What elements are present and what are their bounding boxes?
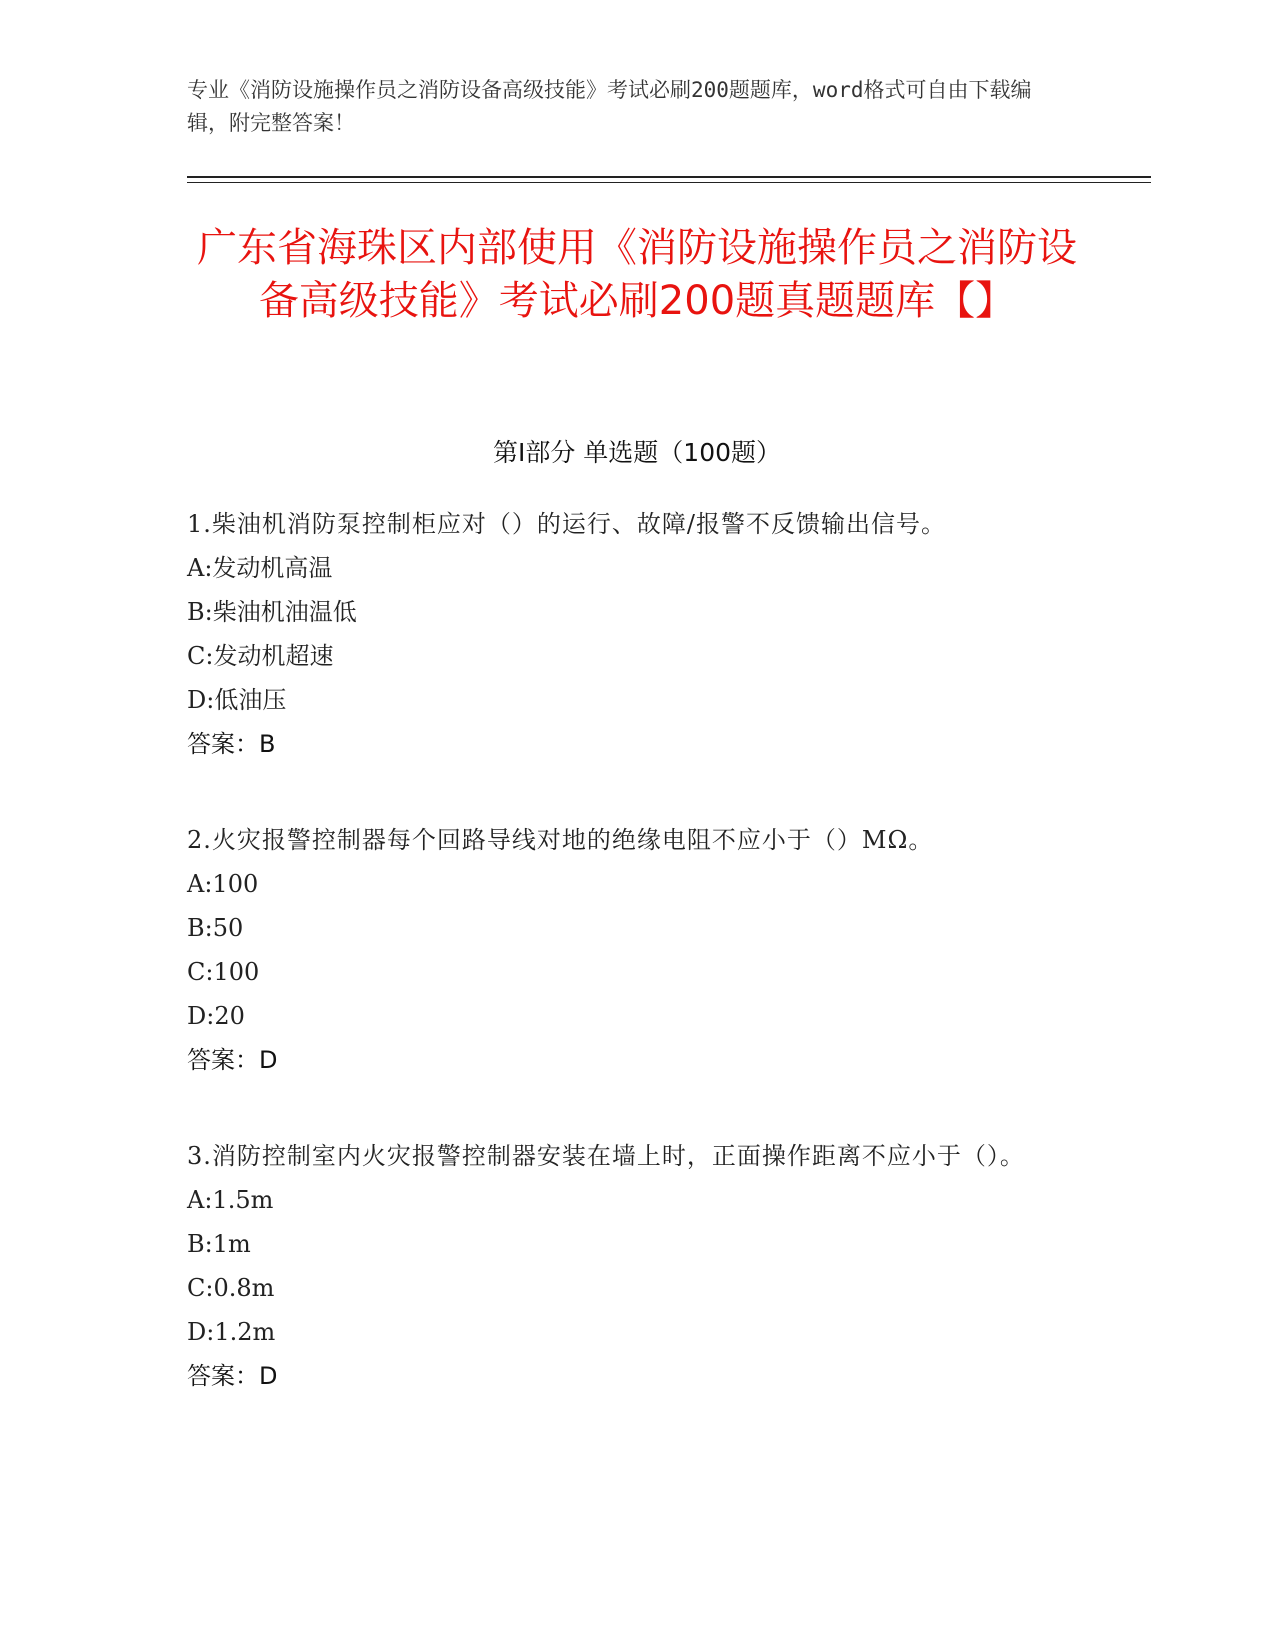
- question-2: [187, 818, 1067, 1082]
- option-c: C:0.8m: [187, 1274, 275, 1302]
- question-3: [187, 1134, 1067, 1398]
- header-note: 专业《消防设施操作员之消防设备高级技能》考试必刷200题题库，word格式可自由下载编辑，附完整答案！: [187, 78, 1032, 135]
- header-divider-thin: [187, 182, 1151, 183]
- option-c: C:发动机超速: [187, 642, 334, 670]
- option-d: D:低油压: [187, 686, 287, 714]
- document-title: 广东省海珠区内部使用《消防设施操作员之消防设备高级技能》考试必刷200题真题题库【】: [197, 225, 1077, 324]
- question-text: 1.柴油机消防泵控制柜应对（）的运行、故障/报警不反馈输出信号。: [187, 510, 946, 538]
- option-c: C:100: [187, 958, 260, 986]
- option-d: D:20: [187, 1002, 245, 1030]
- option-a: A:1.5m: [187, 1186, 274, 1214]
- option-b: B:50: [187, 914, 244, 942]
- question-1: [187, 502, 1067, 766]
- answer: 答案：B: [187, 730, 276, 758]
- header-divider-thick: [187, 176, 1151, 178]
- question-text: 2.火灾报警控制器每个回路导线对地的绝缘电阻不应小于（）MΩ。: [187, 826, 934, 854]
- answer: 答案：D: [187, 1362, 278, 1390]
- option-b: B:柴油机油温低: [187, 598, 357, 626]
- question-text: 3.消防控制室内火灾报警控制器安装在墙上时，正面操作距离不应小于（）。: [187, 1142, 1025, 1170]
- option-d: D:1.2m: [187, 1318, 276, 1346]
- answer: 答案：D: [187, 1046, 278, 1074]
- option-a: A:100: [187, 870, 259, 898]
- option-b: B:1m: [187, 1230, 251, 1258]
- option-a: A:发动机高温: [187, 554, 333, 582]
- section-title: 第I部分 单选题（100题）: [492, 438, 782, 467]
